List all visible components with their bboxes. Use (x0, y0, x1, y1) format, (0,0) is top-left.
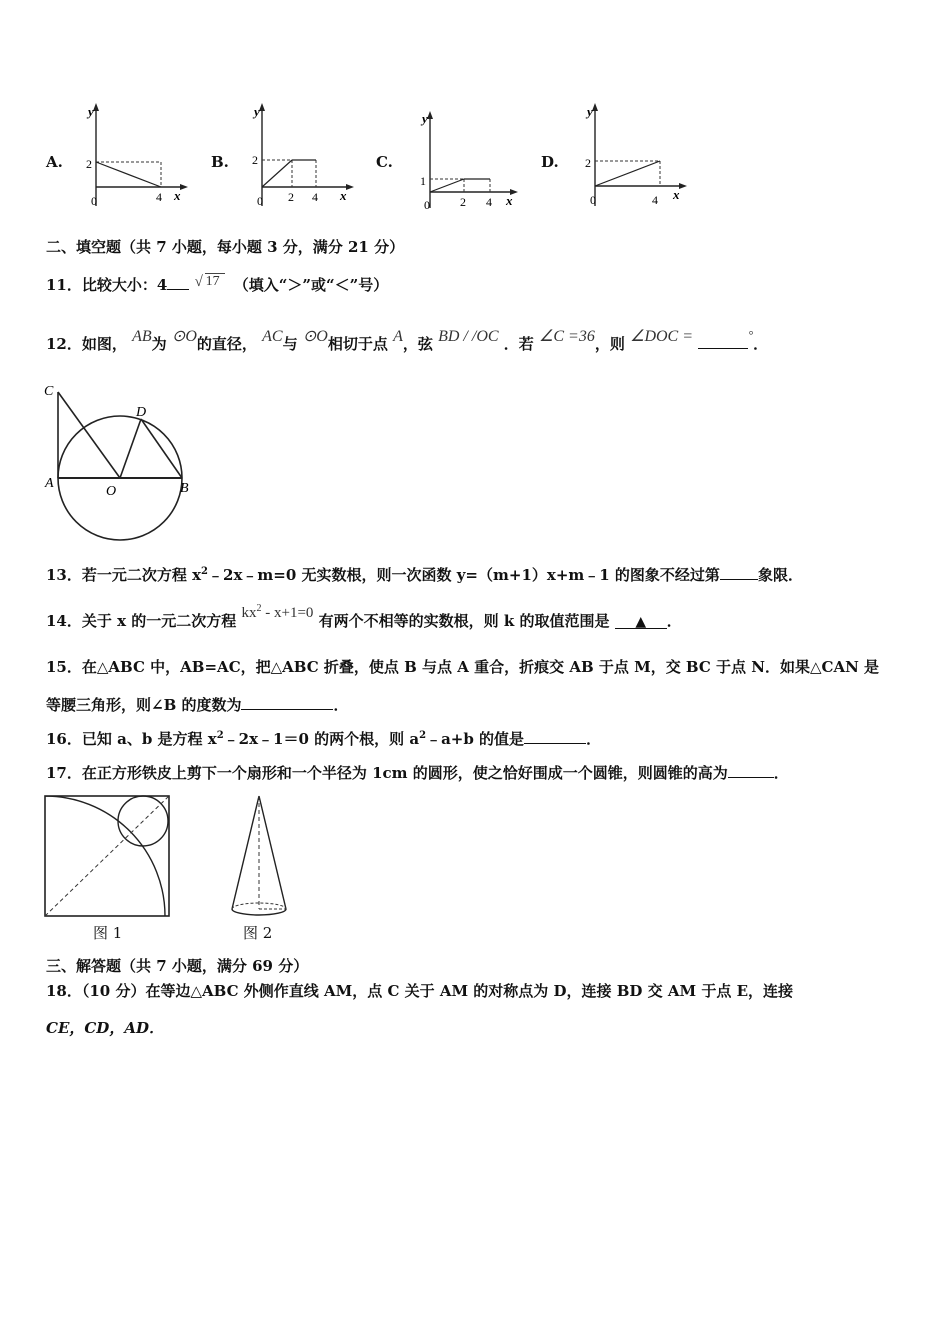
y-axis-label: y (88, 104, 94, 119)
option-d-graph (583, 100, 693, 215)
point-o-label: O (106, 484, 117, 499)
svg-text:y: y (422, 111, 428, 126)
option-a-label: A. (46, 153, 63, 171)
svg-text:0: 0 (590, 193, 596, 207)
sqrt-value: 17 (205, 274, 220, 289)
svg-text:4: 4 (486, 195, 492, 209)
point-a-label: A (45, 476, 54, 491)
option-b-label: B. (211, 153, 229, 171)
svg-text:x: x (340, 188, 347, 203)
point-b-label: B (180, 481, 189, 496)
fig1-caption: 图 1 (93, 924, 123, 942)
svg-text:0: 0 (257, 194, 263, 208)
svg-text:2: 2 (252, 153, 258, 167)
x-tick-label: 4 (156, 190, 162, 204)
svg-text:x: x (673, 187, 680, 202)
option-b-graph (250, 100, 360, 215)
q13: 13．若一元二次方程 $x^2﹣2x﹣m=0$ 无实数根，则一次函数 y=（m+1）x+m﹣1 的图象不经过第 象限． (46, 566, 803, 584)
answer-triangle: ▲ (615, 614, 667, 629)
svg-text:4: 4 (652, 193, 658, 207)
q14: 14．关于 x 的一元二次方程 $kx^2 - x+1=0$ 有两个不相等的实数根，则 k 的取值范围是 ▲ ． (46, 603, 682, 630)
q15-line1: 15．在△ABC 中，AB=AC，把△ABC 折叠，使点 B 与点 A 重合，折痕交 AB 于点 M，交 BC 于点 N．如果△CAN 是 (46, 658, 880, 676)
svg-text:y: y (587, 104, 593, 119)
svg-text:2: 2 (460, 195, 466, 209)
fig2-caption: 图 2 (243, 924, 273, 942)
svg-text:2: 2 (585, 156, 591, 170)
svg-text:y: y (254, 104, 260, 119)
option-d-label: D. (541, 153, 559, 171)
q12: 12．如图， AB为 ⊙O的直径， AC与 ⊙O相切于点 A，弦 BD / /OC ．若 ∠C =36，则 ∠DOC = °． (46, 328, 769, 353)
q17-figure-2 (226, 792, 296, 920)
section2-title: 二、填空题（共 7 小题，每小题 3 分，满分 21 分） (46, 238, 405, 256)
option-c-label: C. (376, 153, 393, 171)
y-tick-label: 2 (86, 157, 92, 171)
q11: 11．比较大小：4 √ 17 （填入“＞”或“＜”号） (46, 274, 389, 294)
svg-text:4: 4 (312, 190, 318, 204)
svg-text:1: 1 (420, 174, 426, 188)
svg-text:0: 0 (424, 198, 430, 212)
q16: 16．已知 a、b 是方程 $x^2﹣2x﹣1=0$ 的两个根，则 $a^2﹣a+b$ 的值是 ． (46, 730, 602, 748)
q18-line1: 18．（10 分）在等边△ABC 外侧作直线 AM，点 C 关于 AM 的对称点为 D，连接 BD 交 AM 于点 E，连接 (46, 982, 794, 1000)
q17-figure-1 (42, 792, 174, 920)
option-c-graph (418, 108, 528, 218)
section3-title: 三、解答题（共 7 小题，满分 69 分） (46, 957, 309, 975)
svg-text:2: 2 (288, 190, 294, 204)
option-a-graph (84, 100, 194, 215)
x-axis-label: x (174, 188, 181, 203)
q15-line2: 等腰三角形，则∠B 的度数为 ． (46, 696, 349, 714)
svg-text:x: x (506, 193, 513, 208)
origin-label: 0 (91, 194, 97, 208)
point-d-label: D (136, 405, 147, 420)
point-c-label: C (44, 384, 54, 399)
q17: 17．在正方形铁皮上剪下一个扇形和一个半径为 1cm 的圆形，使之恰好围成一个圆锥，则圆锥的高为 ． (46, 764, 789, 782)
q12-figure (40, 380, 200, 545)
q18-line2: CE，CD，AD． (46, 1019, 164, 1037)
